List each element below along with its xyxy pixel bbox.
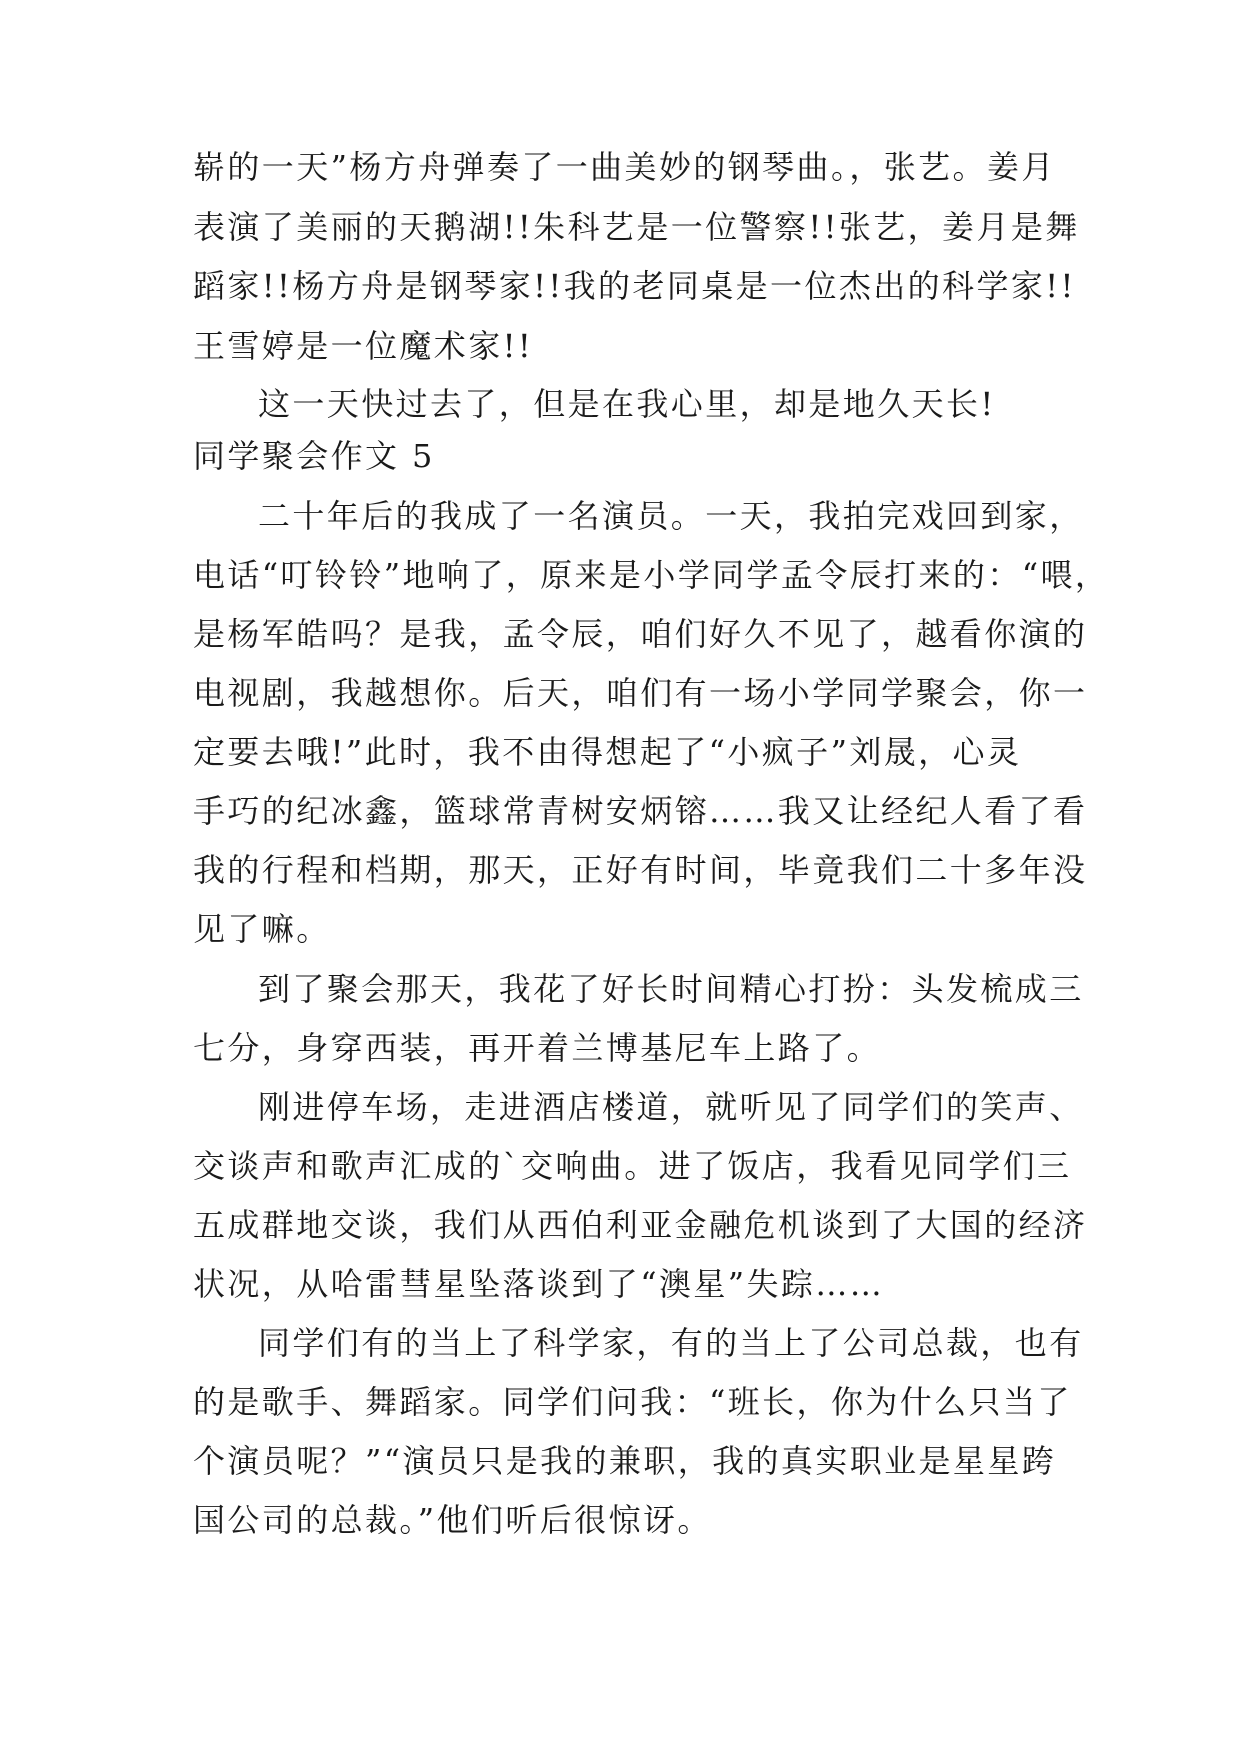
paragraph-line: 五成群地交谈，我们从西伯利亚金融危机谈到了大国的经济 bbox=[193, 1206, 1088, 1244]
paragraph-line: 到了聚会那天，我花了好长时间精心打扮：头发梳成三 bbox=[258, 970, 1084, 1008]
paragraph-line: 这一天快过去了，但是在我心里，却是地久天长! bbox=[258, 385, 996, 423]
paragraph-line: 交谈声和歌声汇成的`交响曲。进了饭店，我看见同学们三 bbox=[193, 1147, 1072, 1185]
paragraph-line: 我的行程和档期，那天，正好有时间，毕竟我们二十多年没 bbox=[193, 851, 1088, 889]
paragraph-line: 国公司的总裁。”他们听后很惊讶。 bbox=[193, 1501, 712, 1539]
paragraph-line: 手巧的纪冰鑫，篮球常青树安炳镕……我又让经纪人看了看 bbox=[193, 792, 1088, 830]
paragraph-line: 电话“叮铃铃”地响了，原来是小学同学孟令辰打来的：“喂， bbox=[193, 556, 1110, 594]
paragraph-line: 是杨军皓吗？是我，孟令辰，咱们好久不见了，越看你演的 bbox=[193, 615, 1088, 653]
paragraph-line: 刚进停车场，走进酒店楼道，就听见了同学们的笑声、 bbox=[258, 1088, 1084, 1126]
section-heading: 同学聚会作文 5 bbox=[193, 437, 435, 475]
paragraph-line: 定要去哦!”此时，我不由得想起了“小疯子”刘晟，心灵 bbox=[193, 733, 1022, 771]
paragraph-line: 见了嘛。 bbox=[193, 910, 331, 948]
paragraph-line: 二十年后的我成了一名演员。一天，我拍完戏回到家， bbox=[258, 497, 1084, 535]
paragraph-line: 同学们有的当上了科学家，有的当上了公司总裁，也有 bbox=[258, 1324, 1084, 1362]
paragraph-line: 七分，身穿西装，再开着兰博基尼车上路了。 bbox=[193, 1029, 882, 1067]
paragraph-line: 状况，从哈雷彗星坠落谈到了“澳星”失踪…… bbox=[193, 1265, 885, 1303]
paragraph-line: 蹈家!!杨方舟是钢琴家!!我的老同桌是一位杰出的科学家!! bbox=[193, 267, 1076, 305]
paragraph-line: 个演员呢？”“演员只是我的兼职，我的真实职业是星星跨 bbox=[193, 1442, 1057, 1480]
paragraph-line: 王雪婷是一位魔术家!! bbox=[193, 327, 534, 365]
paragraph-line: 崭的一天”杨方舟弹奏了一曲美妙的钢琴曲。，张艺。姜月 bbox=[193, 148, 1056, 186]
paragraph-line: 表演了美丽的天鹅湖!!朱科艺是一位警察!!张艺，姜月是舞 bbox=[193, 208, 1080, 246]
paragraph-line: 的是歌手、舞蹈家。同学们问我：“班长，你为什么只当了 bbox=[193, 1383, 1072, 1421]
paragraph-line: 电视剧，我越想你。后天，咱们有一场小学同学聚会，你一 bbox=[193, 674, 1088, 712]
